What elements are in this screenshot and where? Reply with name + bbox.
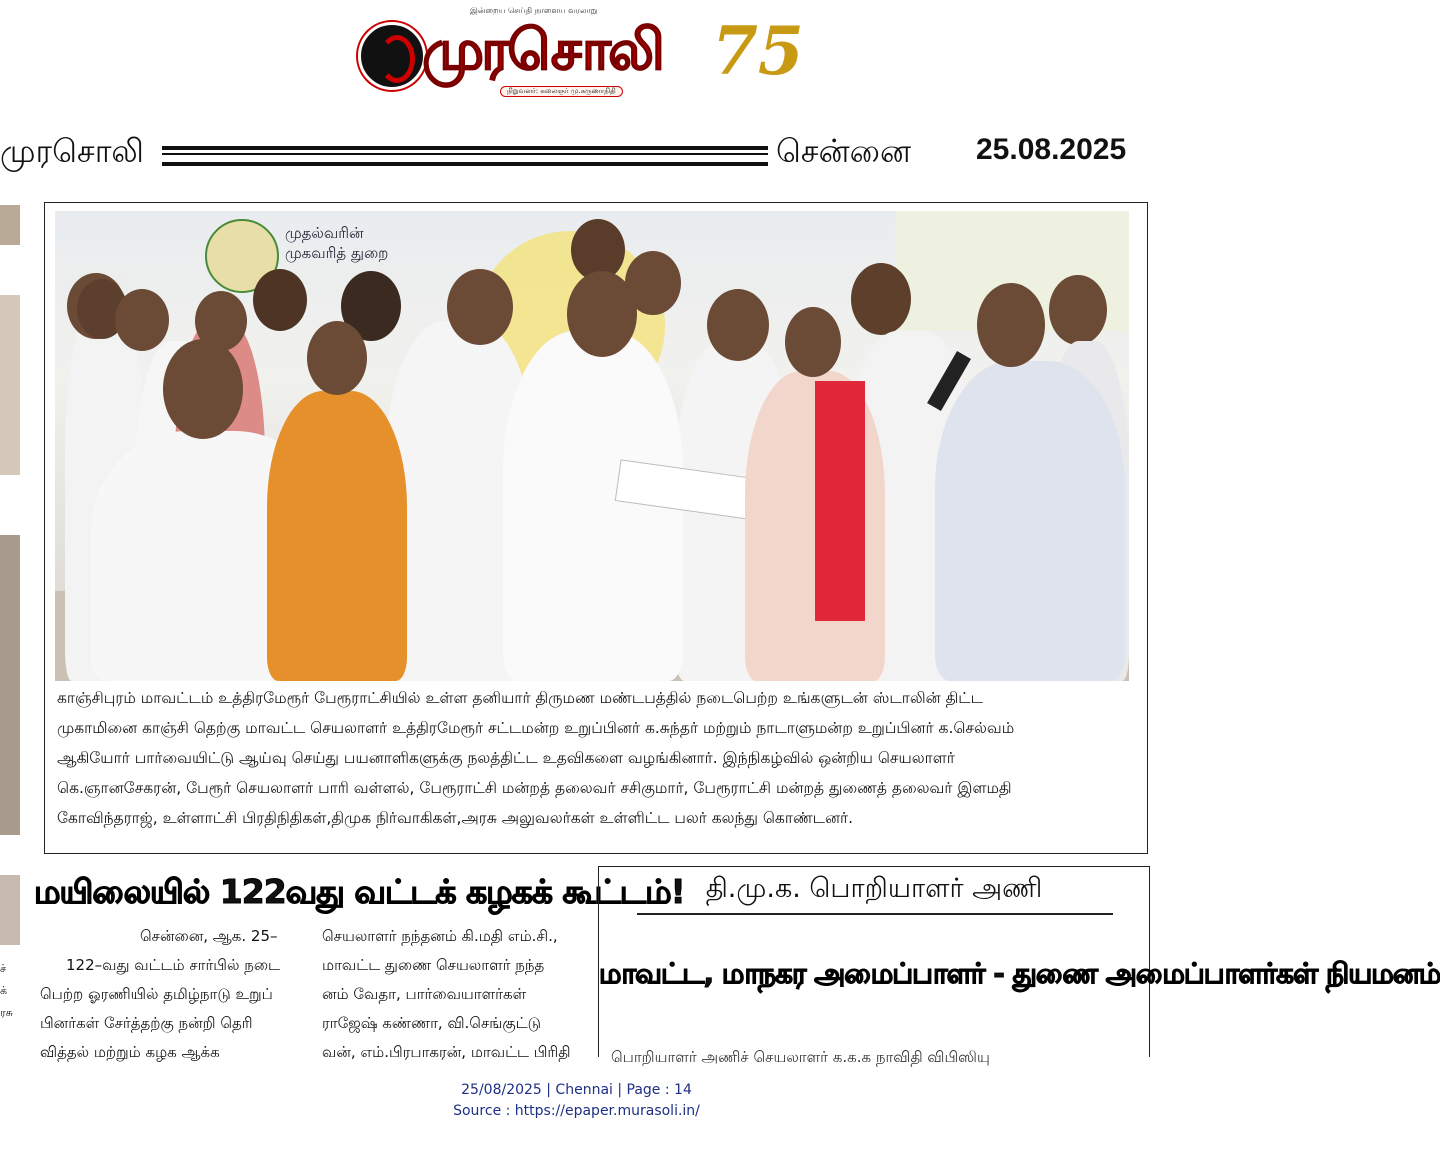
photo-banner-line: முதல்வரின் — [285, 224, 364, 242]
footer-edition-info: 25/08/2025 | Chennai | Page : 14 — [461, 1082, 692, 1098]
story-line: னம் வேதா, பார்வையாளர்கள் — [322, 985, 527, 1003]
caption-line: காஞ்சிபுரம் மாவட்டம் உத்திரமேரூர் பேரூராட்சியில் உள்ள தனியார் திருமண மண்டபத்தில் நடைபெற்ற உங்களுடன் ஸ்டாலின் திட்ட — [57, 689, 983, 707]
person-head — [163, 339, 243, 439]
footer-source-link[interactable]: Source : https://epaper.murasoli.in/ — [453, 1103, 700, 1119]
strip-image — [0, 205, 20, 245]
story-line: பினர்கள் சேர்த்தற்கு நன்றி தெரி — [40, 1014, 253, 1032]
story-column-2 — [322, 922, 602, 1067]
strip-image — [0, 535, 20, 835]
story-headline: மயிலையில் 122வது வட்டக் கழகக் கூட்டம்! — [34, 872, 685, 911]
person-head — [1049, 275, 1107, 345]
founder-line: நிறுவனர்: கலைஞர் மு.கருணாநிதி — [500, 86, 623, 97]
person-head — [785, 307, 841, 377]
story-line: 122–வது வட்டம் சார்பில் நடை — [66, 956, 280, 974]
newspaper-logo: முரசொலி — [422, 18, 662, 83]
person-head — [851, 263, 911, 335]
sun-rising-emblem-icon — [358, 22, 426, 90]
person-head — [567, 271, 637, 357]
person-head — [447, 269, 513, 345]
person — [935, 361, 1125, 681]
notice-divider — [637, 913, 1113, 915]
anniversary-logo: 75 — [712, 12, 804, 90]
photo-banner-line: முகவரித் துறை — [285, 244, 389, 262]
adjacent-page-strip — [0, 205, 22, 1050]
event-photo — [55, 211, 1129, 681]
strip-text-line: ச் — [0, 962, 7, 975]
photo-banner — [285, 223, 388, 263]
photo-article — [44, 202, 1148, 854]
person-head — [977, 283, 1045, 367]
person-head — [307, 321, 367, 395]
person-head — [707, 289, 769, 361]
party-notice — [598, 866, 1440, 1066]
dateline-city: சென்னை — [776, 132, 911, 170]
story-line: மாவட்ட துணை செயலாளர் நந்த — [322, 956, 545, 974]
person-head — [253, 269, 307, 331]
caption-line: ஆகியோர் பார்வையிட்டு ஆய்வு செய்து பயனாளிகளுக்கு நலத்திட்ட உதவிகளை வழங்கினார். இந்நிகழ்வில் ஒன்றிய செயலாளர் — [57, 749, 955, 767]
strip-image — [0, 875, 20, 945]
caption-line: முகாமினை காஞ்சி தெற்கு மாவட்ட செயலாளர் உத்திரமேரூர் சட்டமன்ற உறுப்பினர் க.சுந்தர் மற்றும் நாடாளுமன்ற உறுப்பினர் க.செல்வம் — [57, 719, 1015, 737]
story-line: சென்னை, ஆக. 25– — [140, 927, 278, 945]
story-column-1 — [40, 922, 302, 1067]
adjacent-page-text — [0, 958, 13, 1024]
caption-line: கெ.ஞானசேகரன், பேரூர் செயலாளர் பாரி வள்ளல், பேரூராட்சி மன்றத் தலைவர் சசிகுமார், பேரூராட்சி மன்றத் துணைத் தலைவர் இளமதி — [57, 779, 1012, 797]
person-head — [115, 289, 169, 351]
person — [267, 391, 407, 681]
caption-line: கோவிந்தராஜ், உள்ளாட்சி பிரதிநிதிகள்,திமுக நிர்வாகிகள்,அரசு அலுவலர்கள் உள்ளிட்ட பலர் கலந்து கொண்டனர். — [57, 809, 854, 827]
news-story — [34, 866, 685, 1061]
dateline-rule — [162, 146, 768, 166]
story-line: வன், எம்.பிரபாகரன், மாவட்ட பிரிதி — [322, 1043, 571, 1061]
strip-text-line: ரசு — [0, 1006, 13, 1019]
story-line: பெற்ற ஓரணியில் தமிழ்நாடு உறுப் — [40, 985, 273, 1003]
red-dupatta — [815, 381, 865, 621]
strip-text-line: க் — [0, 984, 8, 997]
story-line: செயலாளர் நந்தனம் கி.மதி எம்.சி., — [322, 927, 558, 945]
dateline-paper-name: முரசொலி — [0, 132, 144, 170]
dateline-date: 25.08.2025 — [976, 133, 1127, 166]
strip-image — [0, 295, 20, 475]
story-line: ராஜேஷ் கண்ணா, வி.செங்குட்டு — [322, 1014, 541, 1032]
photo-caption — [57, 683, 1135, 833]
story-line: வித்தல் மற்றும் கழக ஆக்க — [40, 1043, 220, 1061]
masthead-tagline: இன்றைய செய்தி நாளைய வரலாறு — [470, 6, 598, 15]
notice-headline: மாவட்ட, மாநகர அமைப்பாளர் - துணை அமைப்பாளர்கள் நியமனம் — [599, 957, 1440, 990]
notice-cut-text: பொறியாளர் அணிச் செயலாளர் க.க.க நாவிதி விபிஸியு — [611, 1048, 990, 1066]
page-footer — [0, 1080, 1153, 1122]
masthead — [350, 4, 810, 96]
notice-title: தி.மு.க. பொறியாளர் அணி — [705, 873, 1043, 904]
